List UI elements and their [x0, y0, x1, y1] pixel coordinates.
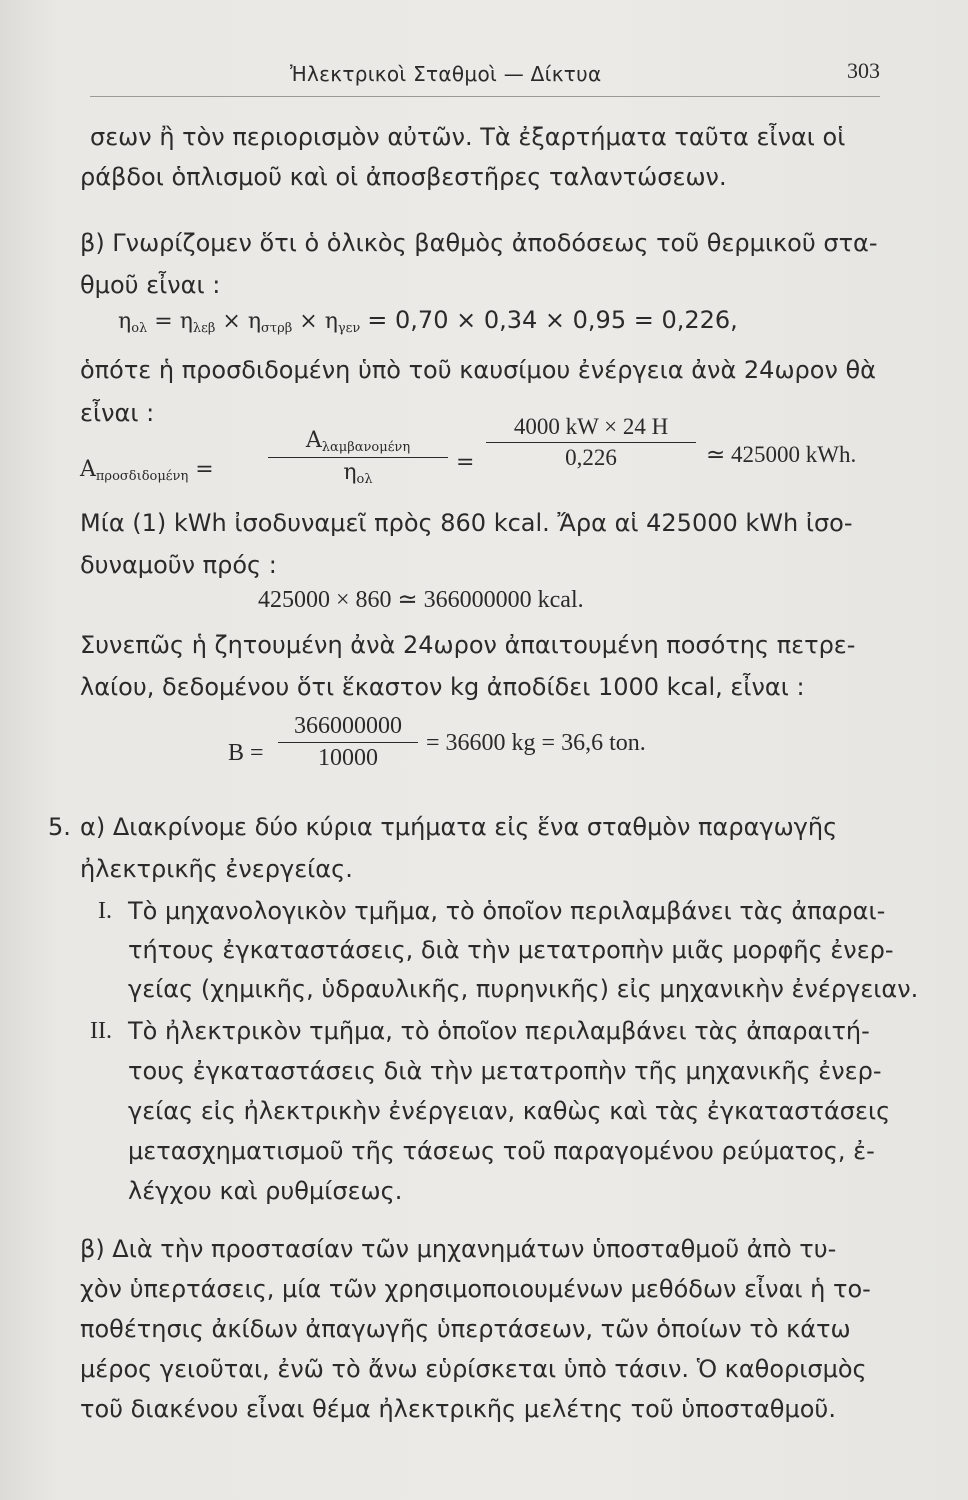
fraction-denominator: 10000 — [318, 745, 378, 771]
a-symbol-sub: λαμβανομένη — [321, 440, 411, 455]
text-line: σεων ἢ τὸν περιορισμὸν αὐτῶν. Τὰ ἐξαρτήματα ταῦτα εἶναι οἱ — [90, 123, 846, 151]
equals-sign: = — [154, 309, 173, 334]
page-number: 303 — [847, 58, 880, 83]
equals-sign: = — [195, 457, 214, 482]
text-line: θμοῦ εἶναι : — [80, 271, 221, 299]
fraction-denominator — [268, 460, 448, 487]
efficiency-result: = 0,70 × 0,34 × 0,95 = 0,226, — [367, 306, 738, 334]
text-line: τήτους ἐγκαταστάσεις, διὰ τὴν μετατροπὴν μιᾶς μορφῆς ἐνερ- — [128, 936, 894, 964]
equals-sign: = — [456, 450, 475, 475]
text-line: τοῦ διακένου εἶναι θέμα ἠλεκτρικῆς μελέτης τοῦ ὑποσταθμοῦ. — [80, 1395, 836, 1423]
text-line: λέγχου καὶ ρυθμίσεως. — [128, 1177, 403, 1205]
eta-symbol: η — [343, 460, 357, 485]
eta-gen-sub: γεν — [337, 321, 361, 336]
fraction-numerator — [268, 428, 448, 455]
roman-numeral-i: I. — [98, 898, 112, 924]
text-line: δυναμοῦν πρός : — [80, 551, 277, 579]
equation-efficiency — [118, 305, 738, 344]
text-line: μετασχηματισμοῦ τῆς τάσεως τοῦ παραγομένου ρεύματος, ἐ- — [128, 1137, 875, 1165]
text-line: ὁπότε ἡ προσδιδομένη ὑπὸ τοῦ καυσίμου ἐνέργεια ἀνὰ 24ωρον θὰ — [80, 356, 876, 384]
text-line: μέρος γειοῦται, ἐνῶ τὸ ἄνω εὑρίσκεται ὑπὸ τάσιν. Ὁ καθορισμὸς — [80, 1355, 867, 1383]
fraction-bar — [278, 742, 418, 743]
text-line: ράβδοι ὁπλισμοῦ καὶ οἱ ἀποσβεστῆρες ταλαντώσεων. — [80, 163, 727, 191]
eta-strb: η — [247, 309, 262, 334]
equation-energy-lhs — [80, 455, 214, 492]
text-line: γείας εἰς ἠλεκτρικὴν ἐνέργειαν, καθὼς καὶ τὰς ἐγκαταστάσεις — [128, 1097, 891, 1125]
times-sign: × — [222, 309, 241, 334]
eta-ol: η — [118, 309, 132, 334]
fraction-kcal-per-kg — [278, 713, 418, 772]
running-header — [260, 58, 880, 92]
eta-gen: η — [324, 309, 338, 334]
text-line: εἶναι : — [80, 399, 155, 427]
fraction-bar — [268, 457, 448, 458]
a-symbol: A — [305, 428, 322, 453]
text-line: γείας (χημικῆς, ὑδραυλικῆς, πυρηνικῆς) εἰς μηχανικὴν ἐνέργειαν. — [128, 975, 919, 1003]
text-line: χὸν ὑπερτάσεις, μία τῶν χρησιμοποιουμένων μεθόδων εἶναι ἡ το- — [80, 1275, 871, 1303]
equation-kcal: 425000 × 860 ≃ 366000000 kcal. — [258, 587, 584, 613]
energy-symbol: A — [80, 457, 96, 482]
energy-symbol-sub: προσδιδομένη — [95, 469, 189, 484]
text-line: ἠλεκτρικῆς ἐνεργείας. — [80, 855, 353, 883]
petroleum-result: = 36600 kg = 36,6 ton. — [426, 730, 646, 756]
fraction-numerator: 4000 kW × 24 H — [513, 414, 669, 439]
text-line: Συνεπῶς ἡ ζητουμένη ἀνὰ 24ωρον ἀπαιτουμένη ποσότης πετρε- — [80, 631, 856, 659]
roman-numeral-ii: II. — [90, 1018, 112, 1044]
fraction-denominator: 0,226 — [565, 445, 617, 470]
text-line: Τὸ μηχανολογικὸν τμῆμα, τὸ ὁποῖον περιλαμβάνει τὰς ἀπαραι- — [128, 897, 886, 925]
header-title: Ἠλεκτρικοὶ Σταθμοὶ — Δίκτυα — [290, 62, 602, 86]
fraction-numerator: 366000000 — [294, 713, 402, 739]
times-sign: × — [299, 309, 318, 334]
eta-strb-sub: στρβ — [261, 321, 293, 336]
text-line: τους ἐγκαταστάσεις διὰ τὴν μετατροπὴν τῆς μηχανικῆς ἐνερ- — [128, 1057, 882, 1085]
eta-leb-sub: λεβ — [192, 321, 216, 336]
fraction-energy-over-eta — [268, 428, 448, 487]
text-line: Τὸ ἠλεκτρικὸν τμῆμα, τὸ ὁποῖον περιλαμβάνει τὰς ἀπαραιτή- — [128, 1017, 870, 1045]
text-line: ποθέτησις ἀκίδων ἀπαγωγῆς ὑπερτάσεων, τῶν ὁποίων τὸ κάτω — [80, 1315, 851, 1343]
fraction-bar — [486, 442, 696, 443]
text-line: β) Γνωρίζομεν ὅτι ὁ ὁλικὸς βαθμὸς ἀποδόσεως τοῦ θερμικοῦ στα- — [80, 229, 878, 257]
eta-leb: η — [179, 309, 193, 334]
eta-symbol-sub: ολ — [356, 472, 373, 487]
text-line: β) Διὰ τὴν προστασίαν τῶν μηχανημάτων ὑποσταθμοῦ ἀπὸ τυ- — [80, 1235, 837, 1263]
text-line: λαίου, δεδομένου ὅτι ἕκαστον kg ἀποδίδει 1000 kcal, εἶναι : — [80, 673, 805, 701]
eta-ol-sub: ολ — [131, 321, 148, 336]
fraction-kw-hours — [486, 414, 696, 471]
equation-b-label: B = — [228, 740, 264, 766]
header-rule — [90, 96, 880, 97]
item-number-5: 5. — [48, 813, 71, 841]
text-line: α) Διακρίνομε δύο κύρια τμήματα εἰς ἕνα σταθμὸν παραγωγῆς — [80, 813, 838, 841]
text-line: Μία (1) kWh ἰσοδυναμεῖ πρὸς 860 kcal. Ἄρα αἱ 425000 kWh ἰσο- — [80, 509, 853, 537]
energy-result: ≃ 425000 kWh. — [706, 442, 857, 467]
